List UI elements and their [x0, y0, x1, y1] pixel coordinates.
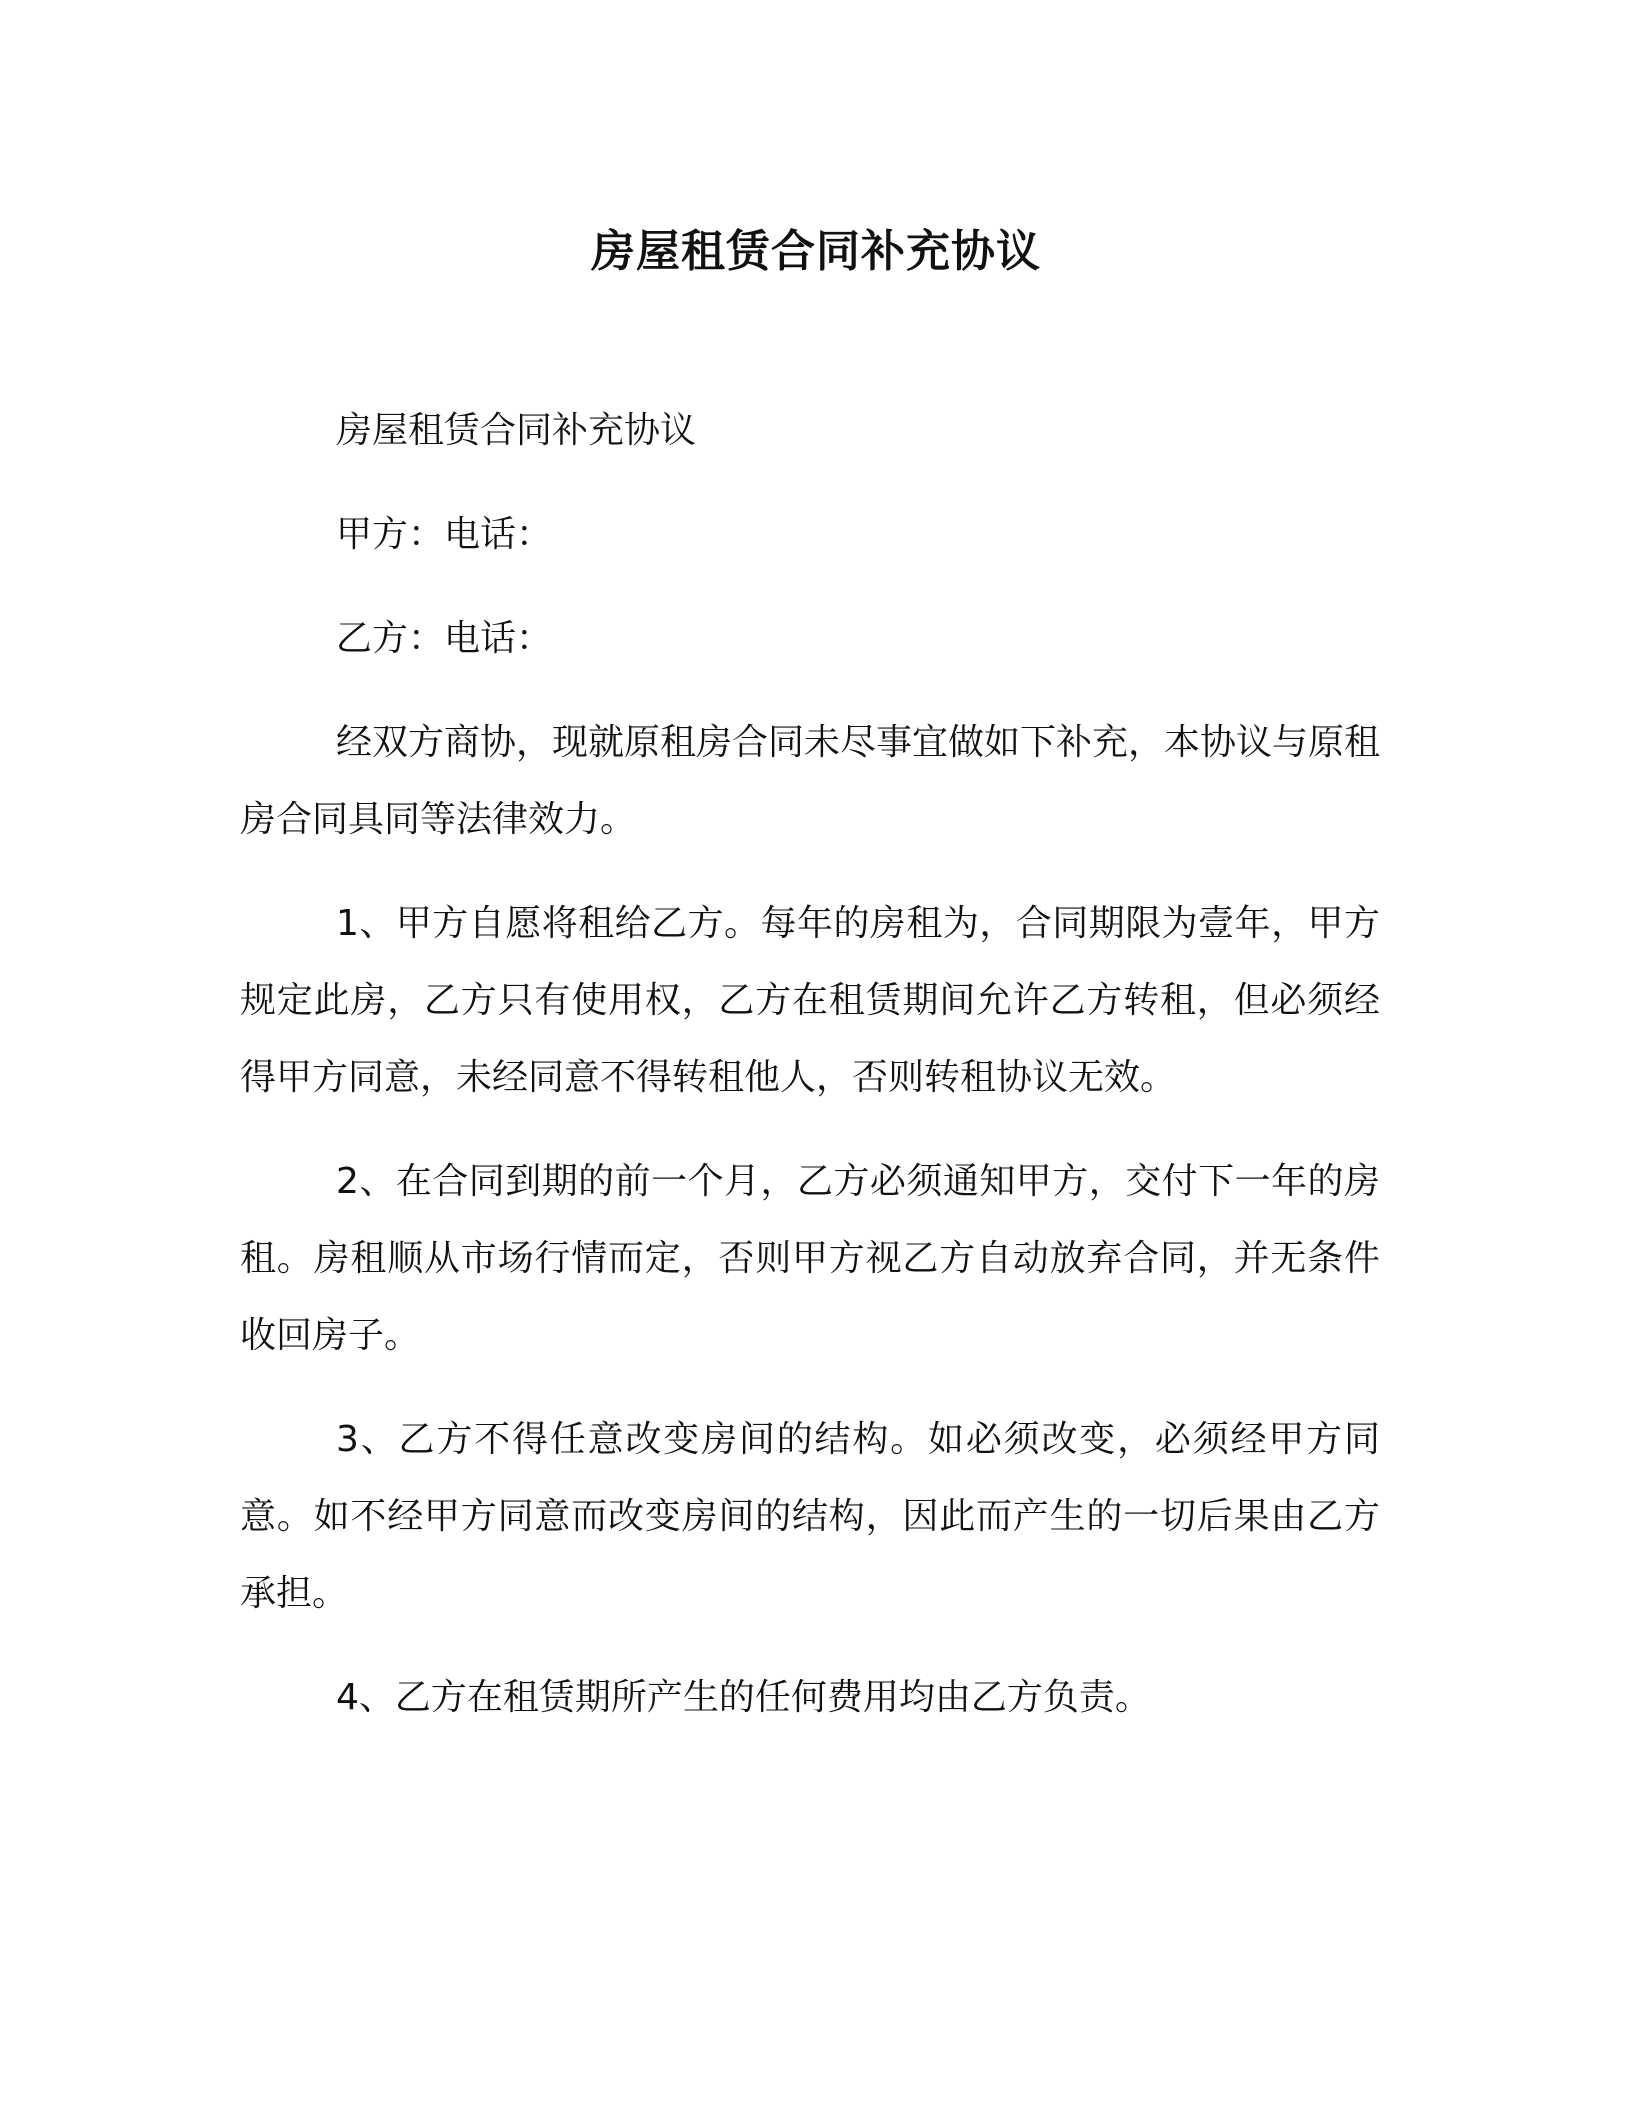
clause-2: 2、在合同到期的前一个月，乙方必须通知甲方，交付下一年的房租。房租顺从市场行情而定，否则甲方视乙方自动放弃合同，并无条件收回房子。 [240, 1161, 1380, 1356]
document-title: 房屋租赁合同补充协议 [591, 226, 1041, 277]
clause-4: 4、乙方在租赁期所产生的任何费用均由乙方负责。 [336, 1677, 1151, 1718]
party-a-line: 甲方：电话： [336, 514, 553, 555]
preamble-paragraph: 经双方商协，现就原租房合同未尽事宜做如下补充，本协议与原租房合同具同等法律效力。 [240, 722, 1381, 840]
clause-3: 3、乙方不得任意改变房间的结构。如必须改变，必须经甲方同意。如不经甲方同意而改变房间的结构，因此而产生的一切后果由乙方承担。 [240, 1419, 1380, 1614]
document-body [240, 392, 1380, 1763]
clause-1: 1、甲方自愿将租给乙方。每年的房租为，合同期限为壹年，甲方规定此房，乙方只有使用权，乙方在租赁期间允许乙方转租，但必须经得甲方同意，未经同意不得转租他人，否则转租协议无效。 [240, 903, 1380, 1098]
subtitle-paragraph: 房屋租赁合同补充协议 [336, 410, 697, 451]
party-b-line: 乙方：电话： [336, 618, 553, 659]
